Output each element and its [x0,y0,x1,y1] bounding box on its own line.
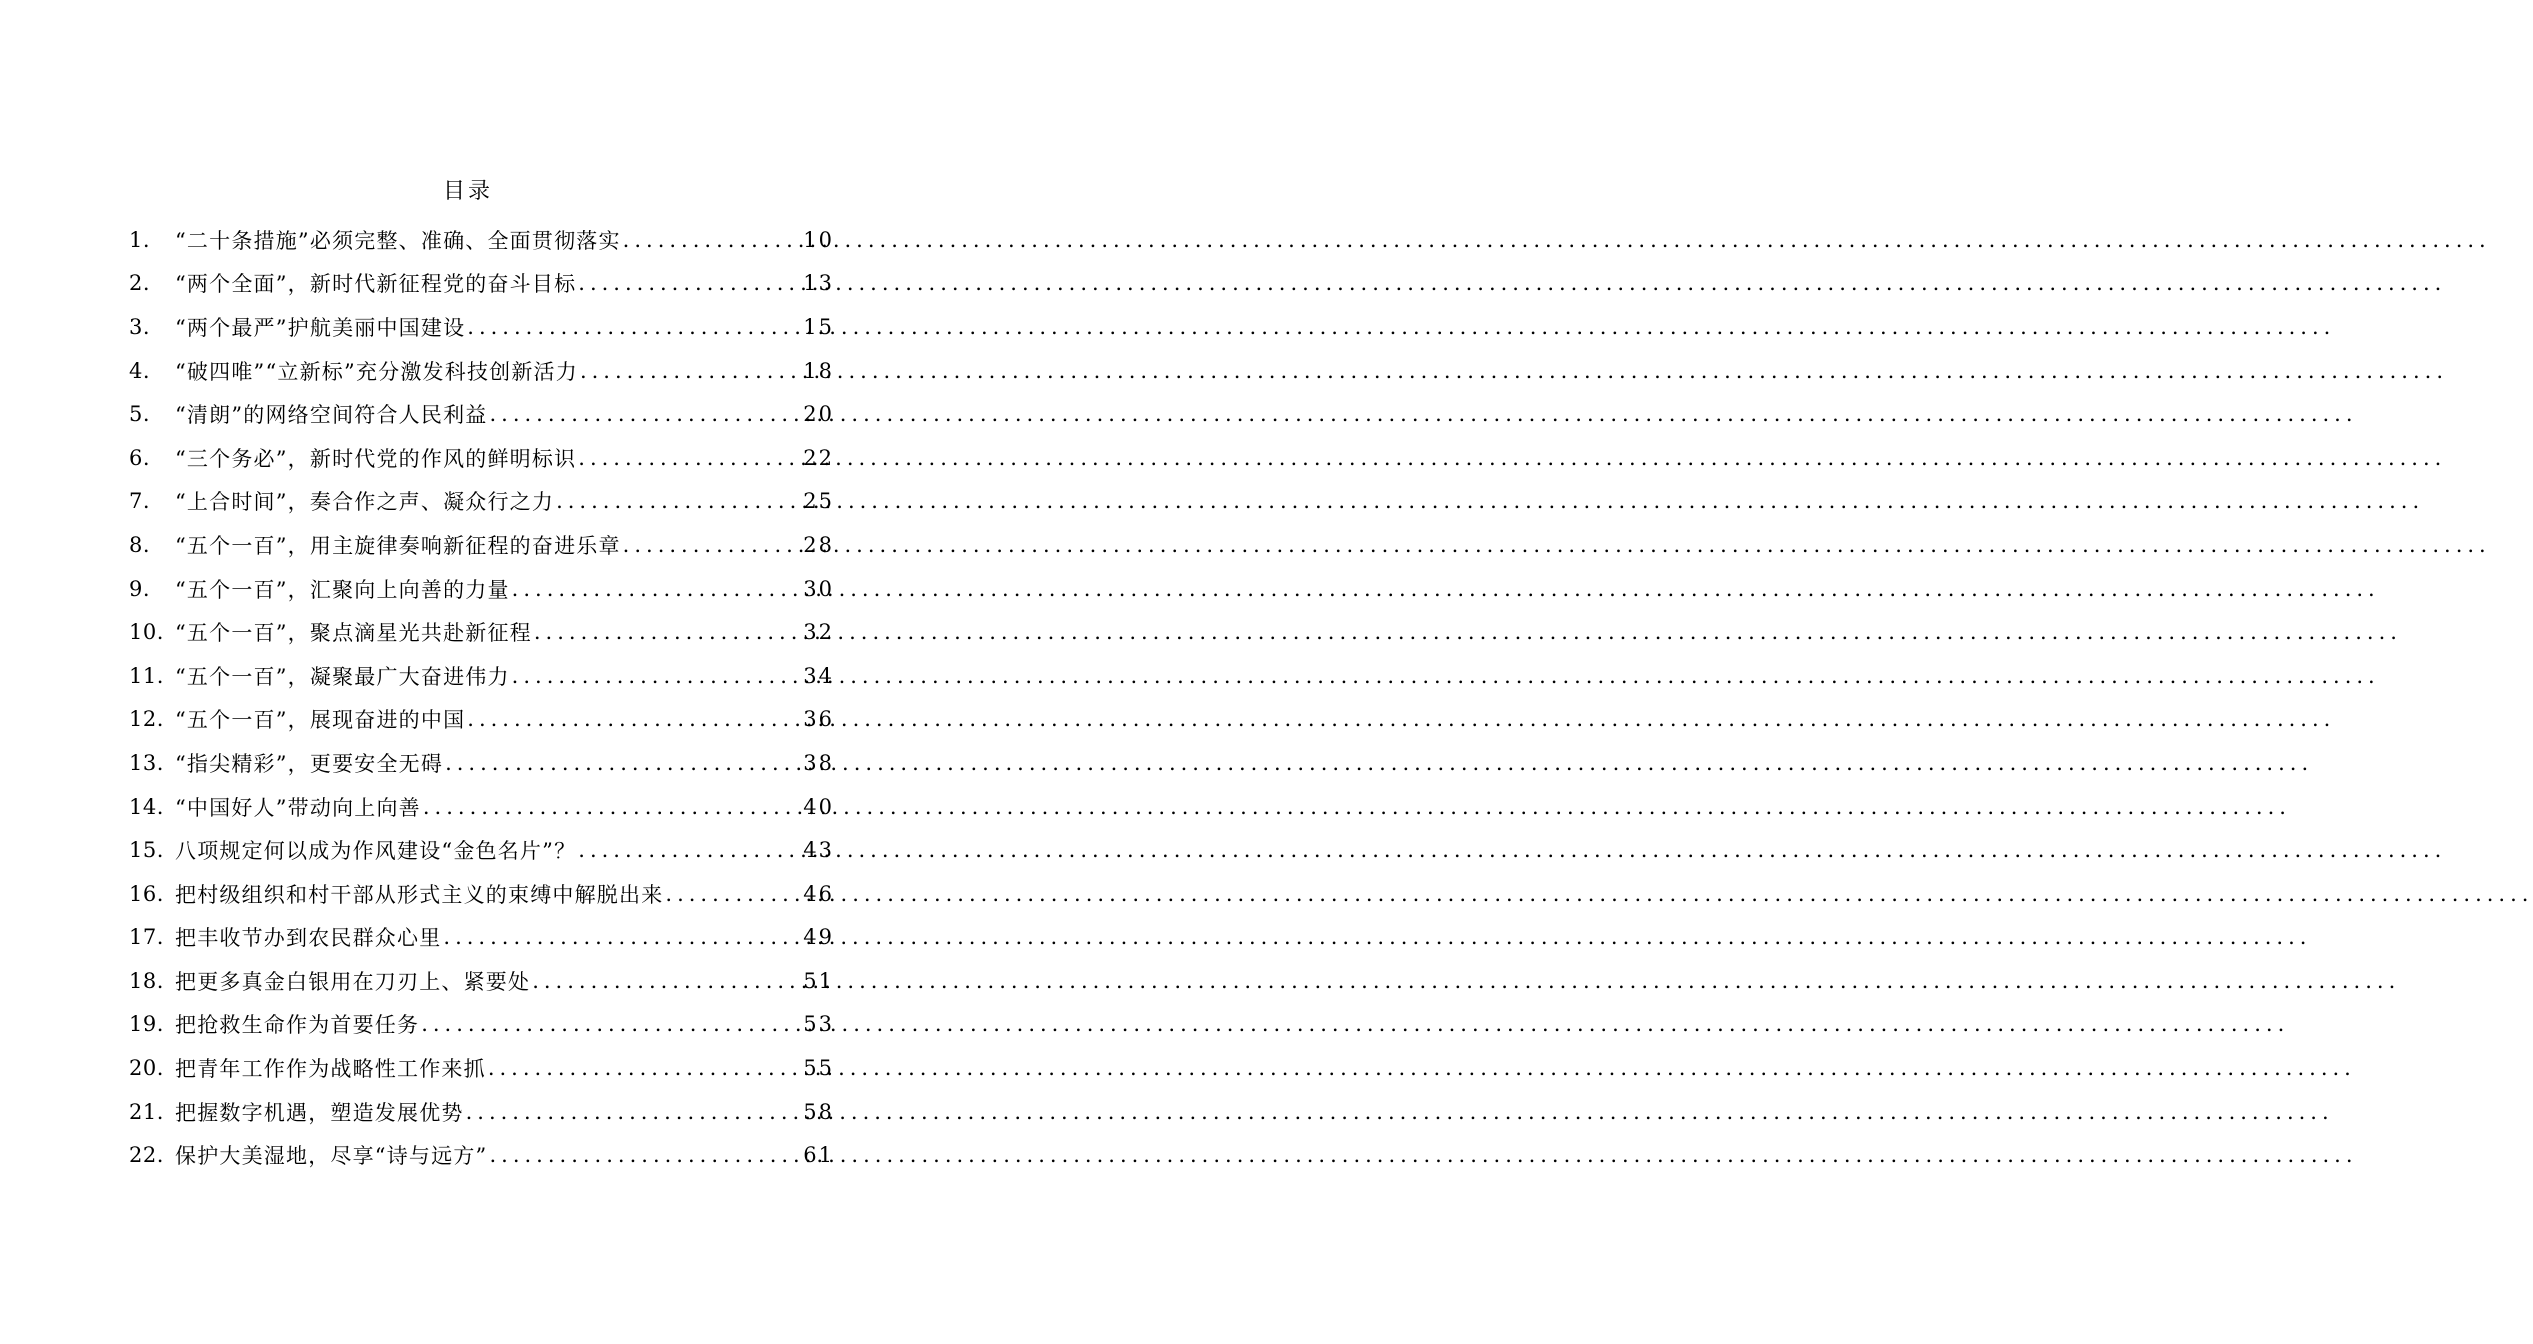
toc-entry-title: 把更多真金白银用在刀刃上、紧要处 [175,969,531,994]
toc-entry-number: 14. [129,794,164,819]
toc-entry-title: 把抢救生命作为首要任务 [175,1013,420,1038]
toc-entry-number: 11. [129,663,164,688]
toc-entry-page-number: 25 [803,489,834,514]
toc-entry-number: 20. [129,1056,164,1081]
toc-entry-page-number: 13 [803,271,834,296]
toc-entry[interactable] [129,872,834,916]
toc-entry-number: 5. [129,402,151,427]
toc-entry-title: “清朗”的网络空间符合人民利益 [175,403,488,428]
toc-entry-title: “破四唯”“立新标”充分激发科技创新活力 [175,359,578,384]
toc-dot-leader [623,228,802,252]
toc-dot-leader [489,402,801,426]
toc-entry-title: 把青年工作作为战略性工作来抓 [175,1057,486,1082]
toc-entry-number: 19. [129,1012,164,1037]
toc-entry[interactable] [129,654,834,698]
toc-dot-leader [512,577,802,601]
toc-entry-title: 把村级组织和村干部从形式主义的束缚中解脱出来 [175,882,664,907]
toc-entry-page-number: 32 [803,620,834,645]
toc-entry-page-number: 30 [803,576,834,601]
toc-entry-number: 6. [129,445,151,470]
toc-entry[interactable] [129,392,834,436]
toc-entry[interactable] [129,741,834,785]
toc-entry-number: 10. [129,620,164,645]
toc-entry-number: 9. [129,576,151,601]
toc-entry-page-number: 49 [803,925,834,950]
toc-entry-page-number: 18 [803,358,834,383]
toc-entry-page-number: 58 [803,1099,834,1124]
toc-entry-number: 15. [129,838,164,863]
toc-entry-title: 保护大美湿地，尽享“诗与远方” [175,1144,488,1169]
toc-entry-title: 把丰收节办到农民群众心里 [175,926,442,951]
toc-entry-title: “五个一百”，聚点滴星光共赴新征程 [175,621,532,646]
toc-entry[interactable] [129,1133,834,1177]
toc-entry[interactable] [129,610,834,654]
toc-entry-title: “两个最严”护航美丽中国建设 [175,315,466,340]
toc-entry[interactable] [129,262,834,306]
toc-entry-page-number: 15 [803,314,834,339]
toc-entry-title: “中国好人”带动向上向善 [175,795,421,820]
toc-entry-page-number: 38 [803,750,834,775]
toc-entry-page-number: 55 [803,1056,834,1081]
toc-entry[interactable] [129,959,834,1003]
toc-dot-leader [578,838,801,862]
toc-entry[interactable] [129,305,834,349]
toc-entry-page-number: 46 [803,881,834,906]
toc-dot-leader [467,315,801,339]
toc-entry-number: 16. [129,881,164,906]
toc-dot-leader [578,446,801,470]
toc-dot-leader [489,1143,801,1167]
toc-dot-leader [443,925,801,949]
toc-entry-number: 4. [129,358,151,383]
toc-entry-title: “三个务必”，新时代党的作风的鲜明标识 [175,446,577,471]
toc-dot-leader [665,882,801,906]
toc-dot-leader [466,1100,802,1124]
toc-dot-leader [467,707,801,731]
toc-dot-leader [578,271,801,295]
toc-entry[interactable] [129,785,834,829]
toc-entry-page-number: 22 [803,445,834,470]
toc-list [129,218,834,1177]
toc-entry[interactable] [129,916,834,960]
toc-dot-leader [421,1012,801,1036]
toc-entry-title: “指尖精彩”，更要安全无碍 [175,751,444,776]
document-page [0,0,950,1344]
toc-entry-title: “二十条措施”必须完整、准确、全面贯彻落实 [175,228,621,253]
toc-entry-number: 21. [129,1099,164,1124]
toc-entry-title: “五个一百”，凝聚最广大奋进伟力 [175,664,510,689]
toc-entry-page-number: 61 [803,1143,834,1168]
toc-entry-number: 18. [129,968,164,993]
toc-entry-number: 3. [129,314,151,339]
toc-entry-page-number: 28 [803,532,834,557]
toc-entry-number: 1. [129,227,151,252]
toc-entry-page-number: 43 [803,838,834,863]
toc-entry[interactable] [129,349,834,393]
toc-dot-leader [580,359,801,383]
toc-entry[interactable] [129,436,834,480]
toc-dot-leader [512,664,802,688]
toc-entry-number: 13. [129,750,164,775]
toc-entry[interactable] [129,828,834,872]
toc-dot-leader [534,620,801,644]
toc-entry[interactable] [129,1090,834,1134]
toc-dot-leader [532,969,801,993]
toc-entry[interactable] [129,1046,834,1090]
toc-entry-number: 12. [129,707,164,732]
toc-entry-page-number: 53 [803,1012,834,1037]
toc-title: 目录 [442,179,493,204]
toc-entry-page-number: 20 [803,402,834,427]
toc-entry-title: “五个一百”，用主旋律奏响新征程的奋进乐章 [175,533,621,558]
toc-dot-leader [556,489,801,513]
toc-entry-page-number: 34 [803,663,834,688]
toc-entry-title: 把握数字机遇，塑造发展优势 [175,1100,464,1125]
toc-entry-page-number: 51 [803,968,834,993]
toc-entry-title: “五个一百”，展现奋进的中国 [175,708,466,733]
toc-entry-title: “五个一百”，汇聚向上向善的力量 [175,577,510,602]
toc-entry-page-number: 10 [803,227,834,252]
toc-entry[interactable] [129,480,834,524]
toc-entry[interactable] [129,567,834,611]
toc-entry-title: “上合时间”，奏合作之声、凝众行之力 [175,490,555,515]
toc-entry-number: 7. [129,489,151,514]
toc-entry-number: 22. [129,1143,164,1168]
toc-entry-title: “两个全面”，新时代新征程党的奋斗目标 [175,272,577,297]
toc-dot-leader [445,751,801,775]
toc-entry-number: 2. [129,271,151,296]
toc-entry[interactable] [129,218,834,262]
toc-dot-leader [623,533,802,557]
toc-entry[interactable] [129,523,834,567]
toc-dot-leader [488,1056,801,1080]
toc-entry-page-number: 36 [803,707,834,732]
toc-dot-leader [423,795,801,819]
toc-entry-number: 17. [129,925,164,950]
toc-entry-page-number: 40 [803,794,834,819]
toc-entry[interactable] [129,698,834,742]
toc-entry-title: 八项规定何以成为作风建设“金色名片”？ [175,839,577,864]
toc-entry[interactable] [129,1003,834,1047]
toc-entry-number: 8. [129,532,151,557]
